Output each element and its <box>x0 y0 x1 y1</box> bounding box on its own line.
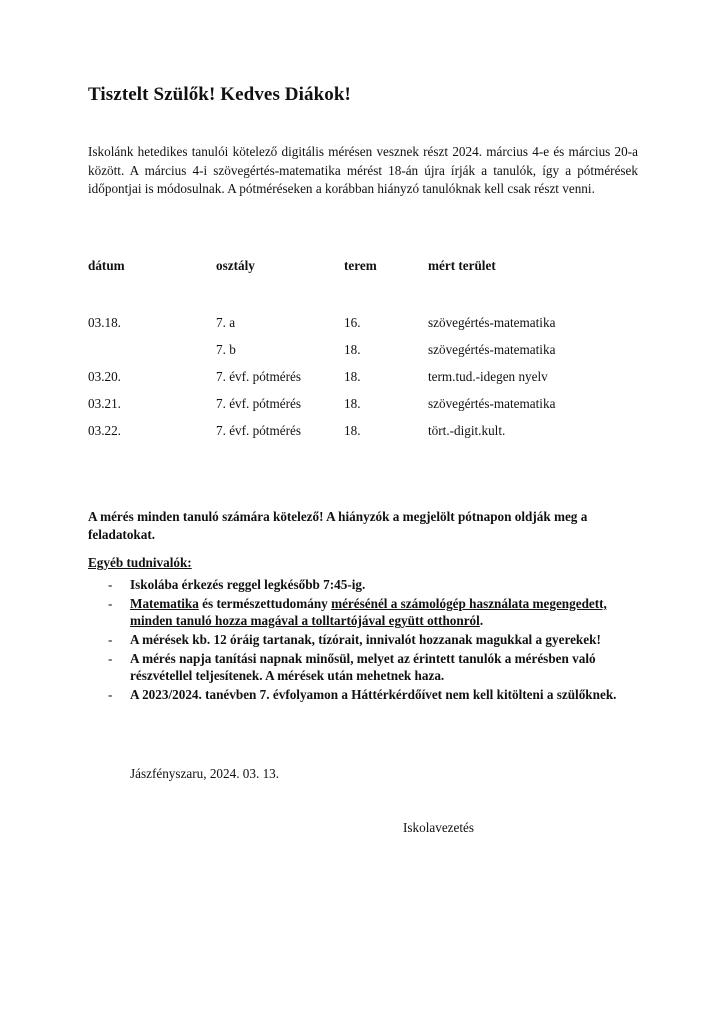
cell-class: 7. b <box>216 342 236 357</box>
list-item <box>88 596 648 630</box>
cell-area: szövegértés-matematika <box>428 396 556 411</box>
cell-room: 18. <box>344 423 361 438</box>
cell-area: term.tud.-idegen nyelv <box>428 369 548 384</box>
cell-class: 7. évf. pótmérés <box>216 423 301 438</box>
header-room: terem <box>344 258 377 273</box>
header-area: mért terület <box>428 258 496 273</box>
header-date: dátum <box>88 258 125 273</box>
list-item <box>88 687 648 704</box>
list-item-text: A 2023/2024. tanévben 7. évfolyamon a Háttérkérdőívet nem kell kitölteni a szülőknek. <box>130 686 617 702</box>
cell-class: 7. a <box>216 315 236 330</box>
list-item <box>88 651 648 685</box>
list-item-text: Iskolába érkezés reggel legkésőbb 7:45-ig. <box>130 577 366 592</box>
cell-date: 03.20. <box>88 369 121 384</box>
list-item-text: A mérés napja tanítási napnak minősül, melyet az érintett tanulók a mérésben való részvétellel teljesítenek. A mérések után mehetnek haza. <box>130 650 596 683</box>
cell-class: 7. évf. pótmérés <box>216 396 301 411</box>
cell-room: 18. <box>344 369 361 384</box>
list-item-text: és természettudomány <box>198 595 332 611</box>
cell-date: 03.21. <box>88 396 121 411</box>
info-list <box>88 577 648 706</box>
list-item-text: . <box>479 612 484 628</box>
other-info-heading: Egyéb tudnivalók: <box>88 555 192 570</box>
underlined-text: mérésénél a számológép használata megengedett, minden tanuló hozza magával a tolltartójával együtt otthonról <box>130 595 607 628</box>
list-item-text: A mérések kb. 12 óráig tartanak, tízórait, innivalót hozzanak magukkal a gyerekek! <box>130 631 601 647</box>
document-title: Tisztelt Szülők! Kedves Diákok! <box>88 84 351 105</box>
bullet-dash: - <box>108 577 113 592</box>
bullet-dash: - <box>108 631 113 647</box>
place-and-date: Jászfényszaru, 2024. 03. 13. <box>130 766 280 781</box>
signature: Iskolavezetés <box>403 820 475 835</box>
cell-area: tört.-digit.kult. <box>428 423 506 438</box>
cell-area: szövegértés-matematika <box>428 342 556 357</box>
cell-date: 03.18. <box>88 315 121 330</box>
underlined-text: Matematika <box>130 595 199 611</box>
header-class: osztály <box>216 258 255 273</box>
cell-room: 18. <box>344 342 361 357</box>
intro-paragraph: Iskolánk hetedikes tanulói kötelező digitális mérésen vesznek részt 2024. március 4-e és március 20-a között. A március 4-i szövegértés-matematika mérést 18-án újra írják a tanulók, így a pótmérések időpontjai is módosulnak. A pótméréseken a korábban hiányzó tanulóknak kell csak részt venni. <box>88 144 638 197</box>
list-item <box>88 577 648 594</box>
cell-room: 16. <box>344 315 361 330</box>
list-item <box>88 632 648 649</box>
cell-date: 03.22. <box>88 423 121 438</box>
cell-area: szövegértés-matematika <box>428 315 556 330</box>
bullet-dash: - <box>108 595 113 611</box>
mandatory-notice: A mérés minden tanuló számára kötelező! A hiányzók a megjelölt pótnapon oldják meg a feladatokat. <box>88 509 588 542</box>
cell-class: 7. évf. pótmérés <box>216 369 301 384</box>
cell-room: 18. <box>344 396 361 411</box>
bullet-dash: - <box>108 686 113 702</box>
bullet-dash: - <box>108 650 113 666</box>
